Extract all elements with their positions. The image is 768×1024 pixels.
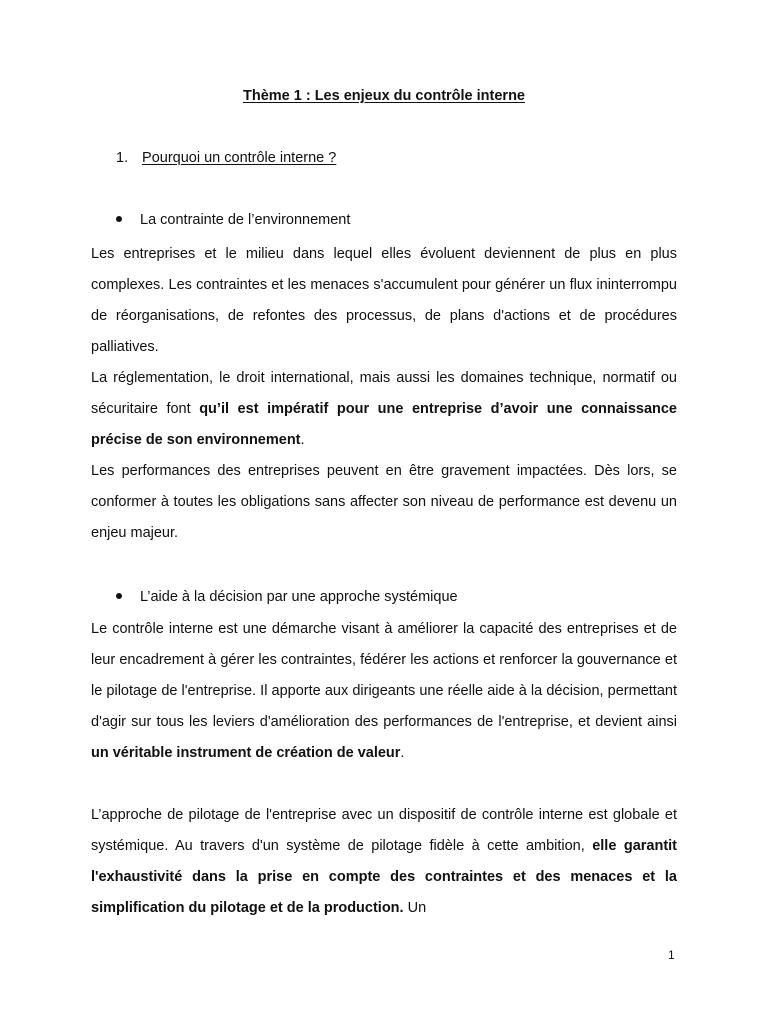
paragraph-text: Un bbox=[403, 900, 427, 916]
paragraph-text: La réglementation, le droit international, mais aussi les domaines technique, normatif ou sécuritaire font bbox=[91, 370, 677, 417]
paragraph-emphasis: qu’il est impératif pour une entreprise d’avoir une connaissance précise de son environnement bbox=[91, 401, 677, 448]
bullet-heading-decision bbox=[116, 589, 458, 605]
document-title: Thème 1 : Les enjeux du contrôle interne bbox=[242, 88, 525, 104]
paragraph-text: L’approche de pilotage de l'entreprise avec un dispositif de contrôle interne est globale et systémique. Au travers d'un système de pilotage fidèle à cette ambition, bbox=[91, 807, 677, 854]
paragraph-environment-2 bbox=[91, 363, 677, 456]
paragraph-text: . bbox=[400, 745, 405, 761]
section-number: 1. bbox=[116, 150, 129, 166]
paragraph-decision-1 bbox=[91, 614, 677, 769]
page-number: 1 bbox=[668, 948, 675, 962]
section-heading-text: Pourquoi un contrôle interne ? bbox=[142, 150, 337, 166]
paragraph-environment-3: Les performances des entreprises peuvent en être gravement impactées. Dès lors, se conformer à toutes les obligations sans affecter son niveau de performance est devenu un enjeu majeur. bbox=[91, 463, 677, 541]
paragraph-emphasis: elle garantit l'exhaustivité dans la prise en compte des contraintes et des menaces et la simplification du pilotage et de la production. bbox=[91, 838, 678, 916]
paragraph-decision-2 bbox=[91, 800, 677, 924]
bullet-icon bbox=[116, 216, 122, 222]
bullet-heading-text: L’aide à la décision par une approche systémique bbox=[140, 589, 458, 605]
paragraph-text: . bbox=[300, 432, 305, 448]
paragraph-emphasis: un véritable instrument de création de valeur bbox=[91, 745, 401, 761]
paragraph-text: Le contrôle interne est une démarche visant à améliorer la capacité des entreprises et de leur encadrement à gérer les contraintes, fédérer les actions et renforcer la gouvernance et le pilotage de l'entreprise. Il apporte aux dirigeants une réelle aide à la décision, permettant d'agir sur tous les leviers d'amélioration des performances de l'entreprise, et devient ainsi bbox=[91, 621, 677, 730]
bullet-heading-environment bbox=[116, 212, 350, 228]
bullet-heading-text: La contrainte de l’environnement bbox=[140, 212, 351, 228]
bullet-icon bbox=[116, 593, 122, 599]
paragraph-environment-1: Les entreprises et le milieu dans lequel elles évoluent deviennent de plus en plus complexes. Les contraintes et les menaces s'accumulent pour générer un flux ininterrompu de réorganisations, de refontes des processus, de plans d'actions et de procédures palliatives. bbox=[91, 246, 677, 355]
section-heading bbox=[116, 150, 336, 166]
